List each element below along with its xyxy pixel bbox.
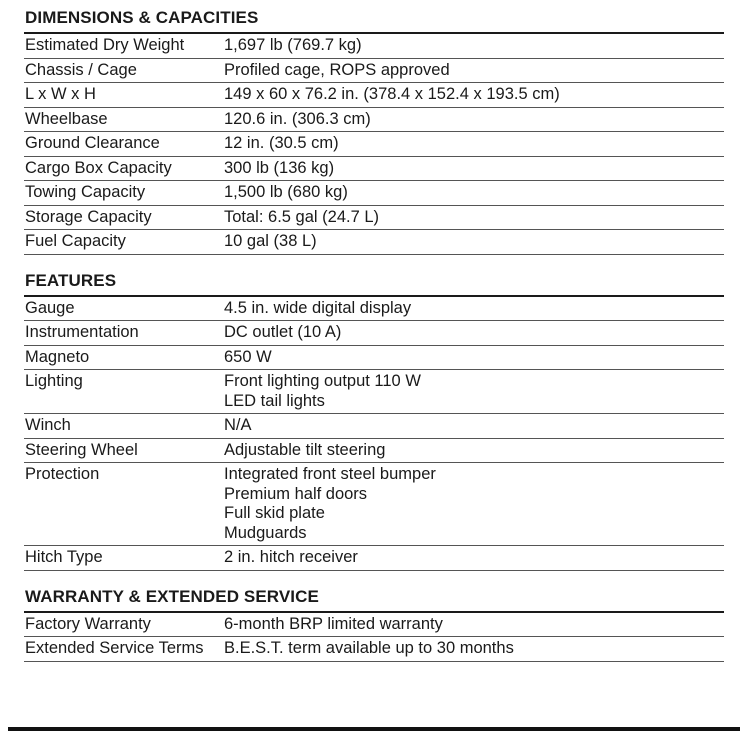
spec-row bbox=[24, 157, 724, 182]
spec-value bbox=[224, 615, 724, 635]
spec-value-line: Adjustable tilt steering bbox=[224, 440, 386, 459]
spec-value-line: Profiled cage, ROPS approved bbox=[224, 60, 450, 79]
spec-label: Estimated Dry Weight bbox=[25, 36, 185, 54]
spec-row bbox=[24, 321, 724, 346]
spec-label: Instrumentation bbox=[25, 323, 139, 341]
spec-value bbox=[224, 416, 724, 436]
section-features bbox=[24, 255, 724, 571]
spec-row bbox=[24, 132, 724, 157]
spec-label: Chassis / Cage bbox=[25, 60, 137, 79]
spec-label: Cargo Box Capacity bbox=[25, 158, 172, 177]
spec-sheet bbox=[24, 0, 724, 662]
spec-row bbox=[24, 370, 724, 414]
spec-row bbox=[24, 181, 724, 206]
spec-value-line: 650 W bbox=[224, 347, 272, 366]
spec-value bbox=[224, 548, 724, 568]
spec-label: Lighting bbox=[25, 372, 83, 390]
spec-table bbox=[24, 32, 724, 255]
section-title: FEATURES bbox=[25, 270, 117, 290]
spec-row bbox=[24, 346, 724, 371]
spec-value-line: 2 in. hitch receiver bbox=[224, 548, 358, 566]
spec-value-line: B.E.S.T. term available up to 30 months bbox=[224, 639, 514, 657]
spec-label: Hitch Type bbox=[25, 548, 103, 566]
spec-row bbox=[24, 439, 724, 464]
spec-value-line: Integrated front steel bumper bbox=[224, 465, 436, 483]
spec-label: Protection bbox=[25, 465, 100, 483]
spec-value-line: 1,697 lb (769.7 kg) bbox=[224, 36, 362, 54]
spec-value-line: 4.5 in. wide digital display bbox=[224, 298, 412, 317]
spec-label: Storage Capacity bbox=[25, 207, 152, 226]
spec-value-line: 6-month BRP limited warranty bbox=[224, 614, 443, 633]
spec-value bbox=[224, 36, 724, 56]
spec-value-line: 120.6 in. (306.3 cm) bbox=[224, 109, 371, 128]
spec-value-line: Premium half doors bbox=[224, 484, 368, 503]
spec-row bbox=[24, 206, 724, 231]
spec-row bbox=[24, 297, 724, 322]
spec-row bbox=[24, 463, 724, 546]
spec-row bbox=[24, 230, 724, 255]
spec-row bbox=[24, 613, 724, 638]
spec-label: Factory Warranty bbox=[25, 614, 151, 633]
spec-row bbox=[24, 108, 724, 133]
spec-value bbox=[224, 134, 724, 154]
spec-label: Steering Wheel bbox=[25, 440, 138, 459]
spec-label: Gauge bbox=[25, 298, 75, 317]
spec-value bbox=[224, 110, 724, 130]
spec-value-line: Full skid plate bbox=[224, 504, 325, 522]
spec-value bbox=[224, 348, 724, 368]
spec-value bbox=[224, 441, 724, 461]
bottom-rule bbox=[8, 727, 740, 731]
spec-value bbox=[224, 639, 724, 659]
section-dimensions-capacities bbox=[24, 0, 724, 255]
spec-value-line: 1,500 lb (680 kg) bbox=[224, 183, 348, 201]
spec-value bbox=[224, 299, 724, 319]
spec-table bbox=[24, 295, 724, 571]
spec-value bbox=[224, 183, 724, 203]
spec-table bbox=[24, 611, 724, 662]
spec-value-line: N/A bbox=[224, 416, 252, 434]
spec-value-line: LED tail lights bbox=[224, 391, 325, 410]
spec-row bbox=[24, 34, 724, 59]
spec-label: Fuel Capacity bbox=[25, 232, 126, 250]
section-title: DIMENSIONS & CAPACITIES bbox=[25, 8, 259, 27]
spec-label: Magneto bbox=[25, 347, 90, 366]
spec-row bbox=[24, 83, 724, 108]
spec-value-line: Mudguards bbox=[224, 523, 307, 542]
spec-value bbox=[224, 61, 724, 81]
spec-value bbox=[224, 208, 724, 228]
spec-label: Towing Capacity bbox=[25, 183, 146, 201]
spec-label: Winch bbox=[25, 416, 71, 434]
spec-value-line: 10 gal (38 L) bbox=[224, 232, 317, 250]
spec-value-line: Total: 6.5 gal (24.7 L) bbox=[224, 207, 380, 226]
spec-row bbox=[24, 59, 724, 84]
spec-value-line: DC outlet (10 A) bbox=[224, 323, 342, 341]
spec-value-line: 300 lb (136 kg) bbox=[224, 158, 335, 177]
spec-value-line: Front lighting output 110 W bbox=[224, 372, 421, 390]
spec-value bbox=[224, 372, 724, 411]
spec-value bbox=[224, 465, 724, 543]
spec-value bbox=[224, 85, 724, 105]
spec-label: Wheelbase bbox=[25, 109, 108, 128]
spec-value bbox=[224, 323, 724, 343]
spec-label: Extended Service Terms bbox=[25, 639, 204, 657]
spec-row bbox=[24, 414, 724, 439]
spec-row bbox=[24, 637, 724, 662]
spec-value bbox=[224, 232, 724, 252]
spec-label: Ground Clearance bbox=[25, 134, 160, 152]
section-title: WARRANTY & EXTENDED SERVICE bbox=[25, 586, 319, 606]
spec-value-line: 12 in. (30.5 cm) bbox=[224, 134, 339, 152]
spec-value bbox=[224, 159, 724, 179]
spec-value-line: 149 x 60 x 76.2 in. (378.4 x 152.4 x 193.5 cm) bbox=[224, 85, 560, 103]
spec-label: L x W x H bbox=[25, 85, 96, 103]
spec-row bbox=[24, 546, 724, 571]
section-warranty bbox=[24, 571, 724, 662]
